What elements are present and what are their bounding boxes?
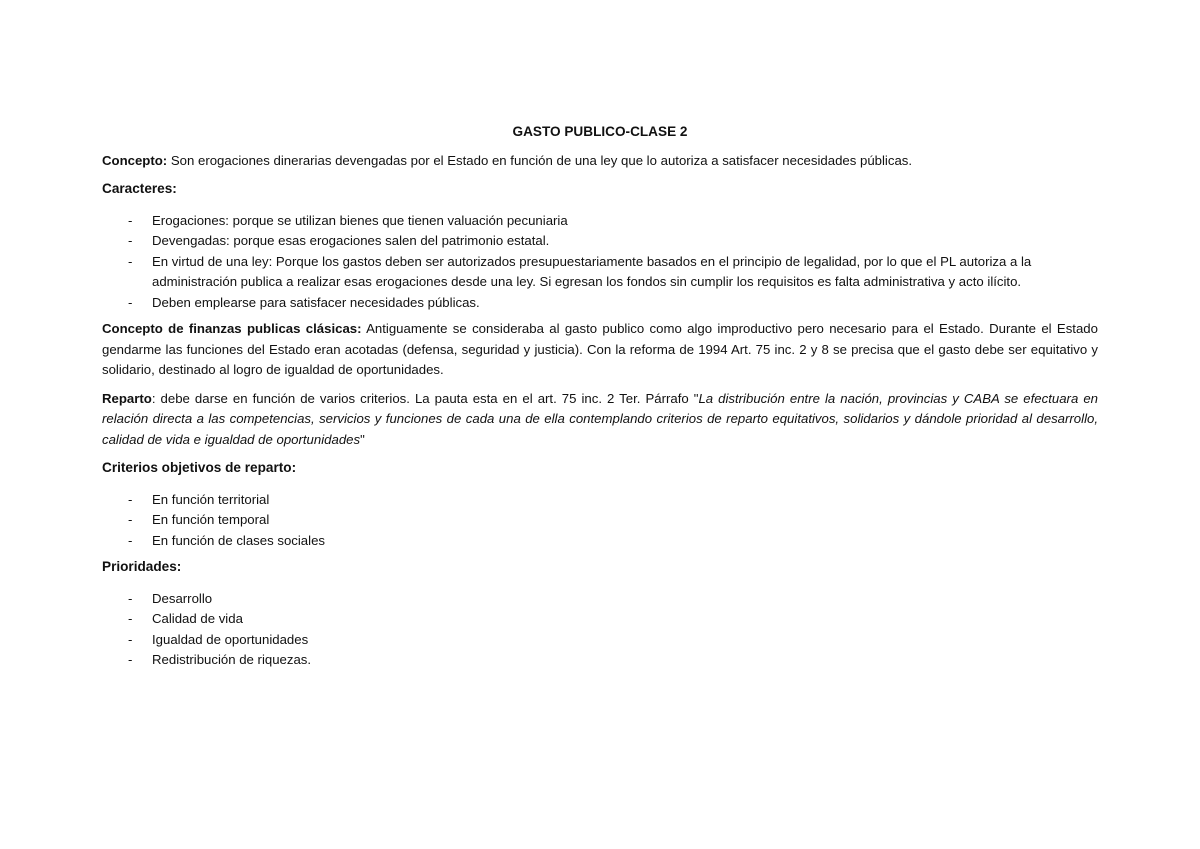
list-item-text: En virtud de una ley: Porque los gastos deben ser autorizados presupuestariamente basados en el principio de legalidad, por lo que el PL autoriza a la administración publica a realizar esas erogaciones desde una ley. Si egresan los fondos sin cumplir los requisitos es falta administrativa y acto ilícito.: [152, 253, 1032, 289]
document-title: GASTO PUBLICO-CLASE 2: [512, 124, 688, 139]
caracteres-list: [102, 211, 1098, 314]
prioridades-list: [102, 589, 1098, 671]
dash-bullet: -: [128, 294, 133, 310]
finanzas-label: Concepto de finanzas publicas clásicas:: [102, 321, 362, 336]
list-item: [102, 490, 1098, 511]
dash-bullet: -: [128, 532, 133, 548]
dash-bullet: -: [128, 611, 133, 626]
reparto-label: Reparto: [102, 390, 152, 406]
list-item-text: Deben emplearse para satisfacer necesidades públicas.: [152, 294, 480, 310]
dash-bullet: -: [128, 212, 133, 228]
list-item: [102, 231, 1098, 252]
list-item-text: En función de clases sociales: [152, 532, 326, 548]
concepto-label: Concepto:: [102, 152, 168, 168]
dash-bullet: -: [128, 233, 133, 248]
reparto-paragraph: [102, 389, 1098, 451]
reparto-closing: ": [360, 431, 365, 447]
list-item: [102, 650, 1098, 671]
finanzas-paragraph: [102, 319, 1098, 381]
list-item-text: En función temporal: [152, 512, 270, 527]
list-item: [102, 609, 1098, 630]
criterios-list: [102, 490, 1098, 552]
dash-bullet: -: [128, 512, 133, 527]
list-item: [102, 293, 1098, 314]
concepto-paragraph: [102, 151, 1098, 172]
dash-bullet: -: [128, 491, 133, 507]
list-item-text: Igualdad de oportunidades: [152, 631, 309, 647]
dash-bullet: -: [128, 652, 133, 667]
dash-bullet: -: [128, 590, 133, 606]
list-item-text: Erogaciones: porque se utilizan bienes que tienen valuación pecuniaria: [152, 212, 568, 228]
list-item-text: Desarrollo: [152, 590, 213, 606]
criterios-heading: Criterios objetivos de reparto:: [102, 460, 297, 475]
dash-bullet: -: [128, 253, 133, 269]
list-item: [102, 531, 1098, 552]
document-page: [102, 122, 1098, 677]
list-item-text: Redistribución de riquezas.: [152, 652, 312, 667]
list-item: [102, 510, 1098, 531]
finanzas-text: Antiguamente se consideraba al gasto publico como algo improductivo pero necesario para el Estado. Durante el Estado gendarme las funciones del Estado eran acotadas (defensa, seguridad y justicia). Con la reforma de 1994 Art. 75 inc. 2 y 8 se precisa que el gasto debe ser equitativo y solidario, destinado al logro de igualdad de oportunidades.: [102, 321, 1098, 377]
list-item: [102, 630, 1098, 651]
list-item-text: En función territorial: [152, 491, 270, 507]
list-item-text: Devengadas: porque esas erogaciones salen del patrimonio estatal.: [152, 233, 550, 248]
list-item-text: Calidad de vida: [152, 611, 243, 626]
list-item: [102, 211, 1098, 232]
dash-bullet: -: [128, 631, 133, 647]
caracteres-heading: Caracteres:: [102, 181, 177, 196]
reparto-intro: : debe darse en función de varios criterios. La pauta esta en el art. 75 inc. 2 Ter. Párrafo ": [151, 390, 699, 406]
concepto-text: Son erogaciones dinerarias devengadas por el Estado en función de una ley que lo autoriza a satisfacer necesidades públicas.: [167, 152, 913, 168]
prioridades-heading: Prioridades:: [102, 559, 182, 574]
reparto-quote: La distribución entre la nación, provincias y CABA se efectuara en relación directa a las competencias, servicios y funciones de cada una de ella contemplando criterios de reparto equitativos, solidarios y dándole prioridad al desarrollo, calidad de vida e igualdad de oportunidades: [102, 390, 1098, 447]
list-item: [102, 252, 1098, 293]
list-item: [102, 589, 1098, 610]
